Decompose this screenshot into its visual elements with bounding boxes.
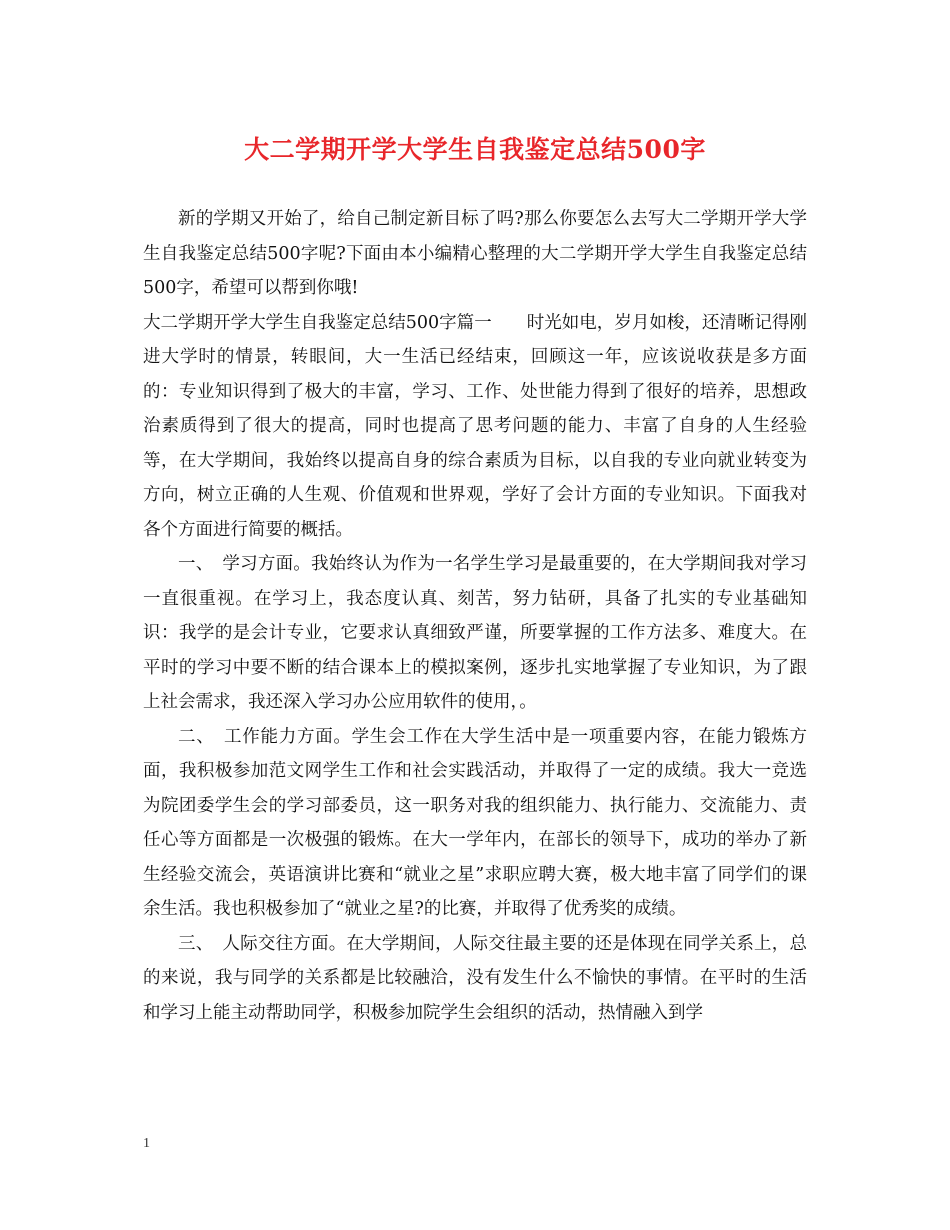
interpersonal-paragraph: 三、 人际交往方面。在大学期间，人际交往最主要的还是体现在同学关系上，总的来说，我与同学的关系都是比较融洽，没有发生什么不愉快的事情。在平时的生活和学习上能主动帮助同学，积极参加院学生会组织的活动，热情融入到学 — [143, 933, 807, 1023]
section-one-paragraph: 大二学期开学大学生自我鉴定总结500字篇一 时光如电，岁月如梭，还清晰记得刚进大学时的情景，转眼间，大一生活已经结束，回顾这一年，应该说收获是多方面的：专业知识得到了极大的丰富，学习、工作、处世能力得到了很好的培养，思想政治素质得到了很大的提高，同时也提高了思考问题的能力、丰富了自身的人生经验等，在大学期间，我始终以提高自身的综合素质为目标，以自我的专业向就业转变为方向，树立正确的人生观、价值观和世界观，学好了会计方面的专业知识。下面我对各个方面进行简要的概括。 — [143, 312, 807, 540]
document-title: 大二学期开学大学生自我鉴定总结500字 — [244, 135, 706, 164]
study-paragraph: 一、 学习方面。我始终认为作为一名学生学习是最重要的，在大学期间我对学习一直很重视。在学习上，我态度认真、刻苦，努力钻研，具备了扎实的专业基础知识：我学的是会计专业，它要求认真细致严谨，所要掌握的工作方法多、难度大。在平时的学习中要不断的结合课本上的模拟案例，逐步扎实地掌握了专业知识，为了跟上社会需求，我还深入学习办公应用软件的使用，。 — [143, 554, 807, 712]
document-body — [143, 202, 807, 1030]
work-ability-paragraph: 二、 工作能力方面。学生会工作在大学生活中是一项重要内容，在能力锻炼方面，我积极参加范文网学生工作和社会实践活动，并取得了一定的成绩。我大一竞选为院团委学生会的学习部委员，这一职务对我的组织能力、执行能力、交流能力、责任心等方面都是一次极强的锻炼。在大一学年内，在部长的领导下，成功的举办了新生经验交流会，英语演讲比赛和“就业之星”求职应聘大赛，极大地丰富了同学们的课余生活。我也积极参加了“就业之星?的比赛，并取得了优秀奖的成绩。 — [143, 726, 807, 919]
intro-paragraph: 新的学期又开始了，给自己制定新目标了吗?那么你要怎么去写大二学期开学大学生自我鉴定总结500字呢?下面由本小编精心整理的大二学期开学大学生自我鉴定总结500字，希望可以帮到你哦! — [143, 209, 807, 298]
page-number: 1 — [143, 1136, 150, 1151]
